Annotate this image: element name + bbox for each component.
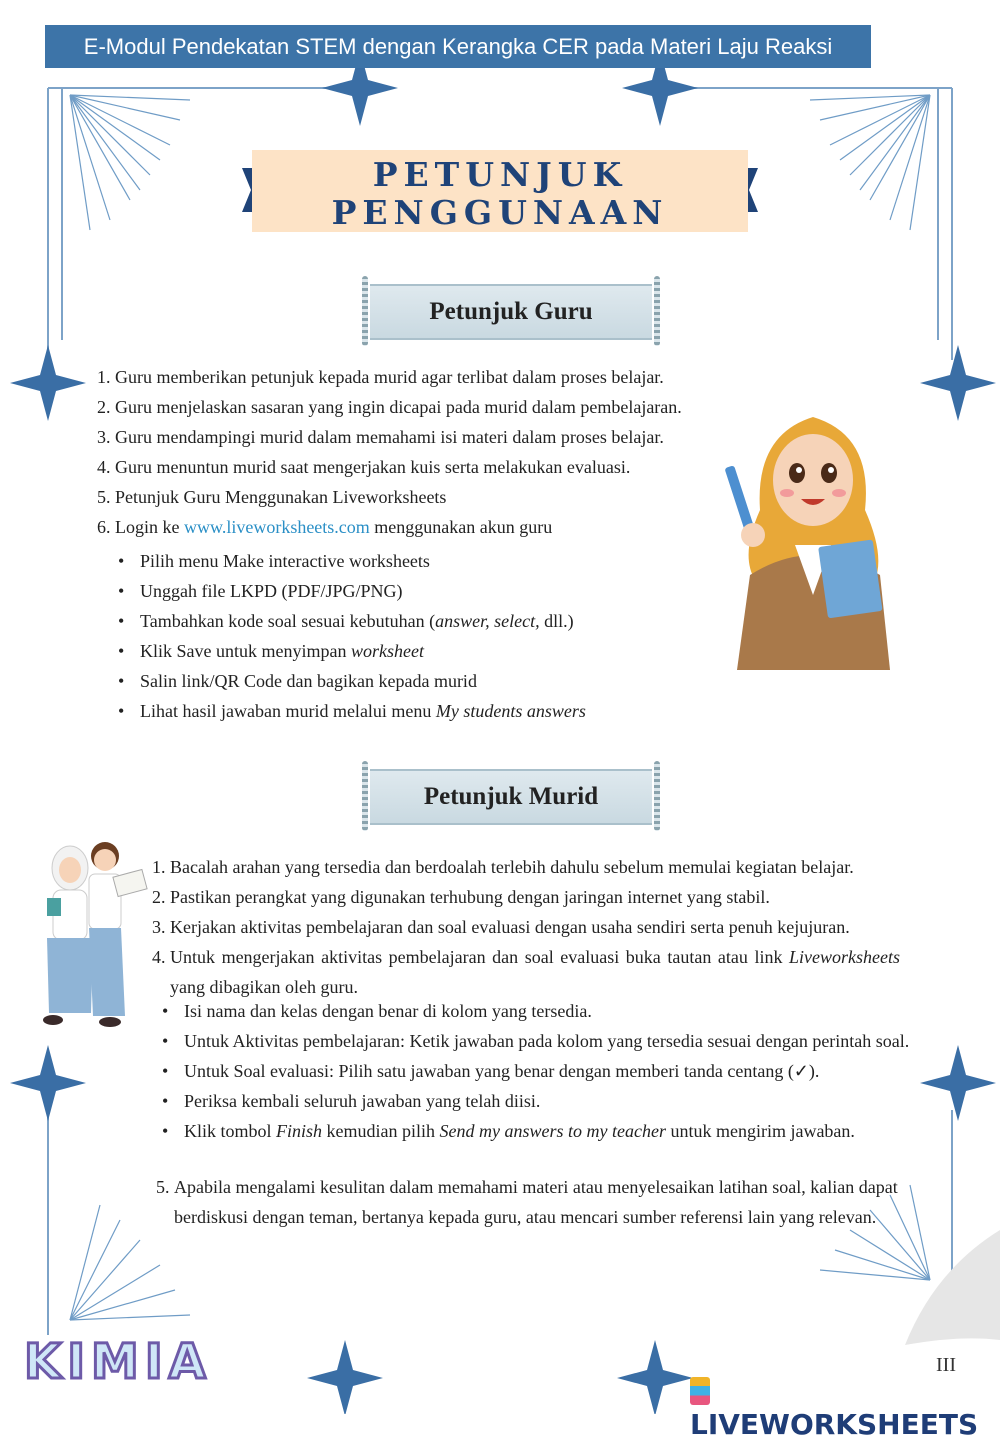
star-icon: [920, 1045, 996, 1121]
page-number: III: [936, 1354, 956, 1376]
guru-heading: Petunjuk Guru: [370, 284, 652, 340]
list-item: • Pilih menu Make interactive worksheets: [118, 551, 430, 571]
list-item: 4. Untuk mengerjakan aktivitas pembelajaran dan soal evaluasi buka tautan atau link Liveworksheets yang dibagikan oleh guru.: [152, 947, 900, 997]
murid-heading: Petunjuk Murid: [370, 769, 652, 825]
guru-bullets: [118, 546, 700, 726]
list-item: • Salin link/QR Code dan bagikan kepada murid: [118, 671, 477, 691]
list-item: 4. Guru menuntun murid saat mengerjakan kuis serta melakukan evaluasi.: [97, 457, 631, 477]
header-banner: E-Modul Pendekatan STEM dengan Kerangka CER pada Materi Laju Reaksi: [45, 25, 871, 68]
page-title: [252, 150, 748, 232]
murid-step-5: [156, 1172, 904, 1232]
murid-bullets: [162, 996, 910, 1146]
list-item: • Tambahkan kode soal sesuai kebutuhan (answer, select, dll.): [118, 611, 574, 631]
live-badge-icon: [690, 1377, 710, 1405]
teacher-illustration: [725, 395, 900, 670]
list-item: 6. Login ke www.liveworksheets.com menggunakan akun guru: [97, 517, 553, 537]
list-item: • Unggah file LKPD (PDF/JPG/PNG): [118, 581, 403, 601]
star-icon: [10, 345, 86, 421]
star-icon: [617, 1340, 693, 1414]
list-item: • Isi nama dan kelas dengan benar di kolom yang tersedia.: [162, 1001, 592, 1021]
liveworksheets-logo: LIVEWORKSHEETS: [690, 1375, 1000, 1441]
svg-text:KIMIA: KIMIA: [24, 1334, 212, 1390]
guru-steps: [97, 362, 735, 542]
murid-steps: [152, 852, 900, 1002]
list-item: • Untuk Soal evaluasi: Pilih satu jawaban yang benar dengan memberi tanda centang (✓).: [162, 1061, 820, 1081]
list-item: • Klik Save untuk menyimpan worksheet: [118, 641, 424, 661]
list-item: • Lihat hasil jawaban murid melalui menu My students answers: [118, 701, 586, 721]
list-item: • Klik tombol Finish kemudian pilih Send my answers to my teacher untuk mengirim jawaban.: [162, 1121, 855, 1141]
title-line-2: PENGGUNAAN: [331, 193, 669, 232]
star-icon: [307, 1340, 383, 1414]
list-item: 1. Guru memberikan petunjuk kepada murid agar terlibat dalam proses belajar.: [97, 367, 664, 387]
list-item: • Periksa kembali seluruh jawaban yang telah diisi.: [162, 1091, 541, 1111]
list-item: • Untuk Aktivitas pembelajaran: Ketik jawaban pada kolom yang tersedia sesuai dengan perintah soal.: [162, 1031, 910, 1051]
list-item: 1. Bacalah arahan yang tersedia dan berdoalah terlebih dahulu sebelum memulai kegiatan belajar.: [152, 857, 854, 877]
star-icon: [920, 345, 996, 421]
students-illustration: [25, 838, 155, 1038]
list-item: 3. Kerjakan aktivitas pembelajaran dan soal evaluasi dengan usaha sendiri serta penuh kejujuran.: [152, 917, 850, 937]
list-item: 3. Guru mendampingi murid dalam memahami isi materi dalam proses belajar.: [97, 427, 664, 447]
kimia-logo: [18, 1330, 258, 1390]
title-line-1: PETUNJUK: [372, 155, 628, 194]
list-item: 2. Pastikan perangkat yang digunakan terhubung dengan jaringan internet yang stabil.: [152, 887, 770, 907]
star-icon: [10, 1045, 86, 1121]
list-item: 5. Petunjuk Guru Menggunakan Liveworksheets: [97, 487, 447, 507]
list-item: 2. Guru menjelaskan sasaran yang ingin dicapai pada murid dalam pembelajaran.: [97, 397, 682, 417]
liveworksheets-link[interactable]: www.liveworksheets.com: [184, 517, 370, 537]
list-item: 5. Apabila mengalami kesulitan dalam memahami materi atau menyelesaikan latihan soal, kalian dapat berdiskusi dengan teman, bertanya kepada guru, atau mencari sumber referensi lain yang relevan.: [156, 1177, 898, 1227]
